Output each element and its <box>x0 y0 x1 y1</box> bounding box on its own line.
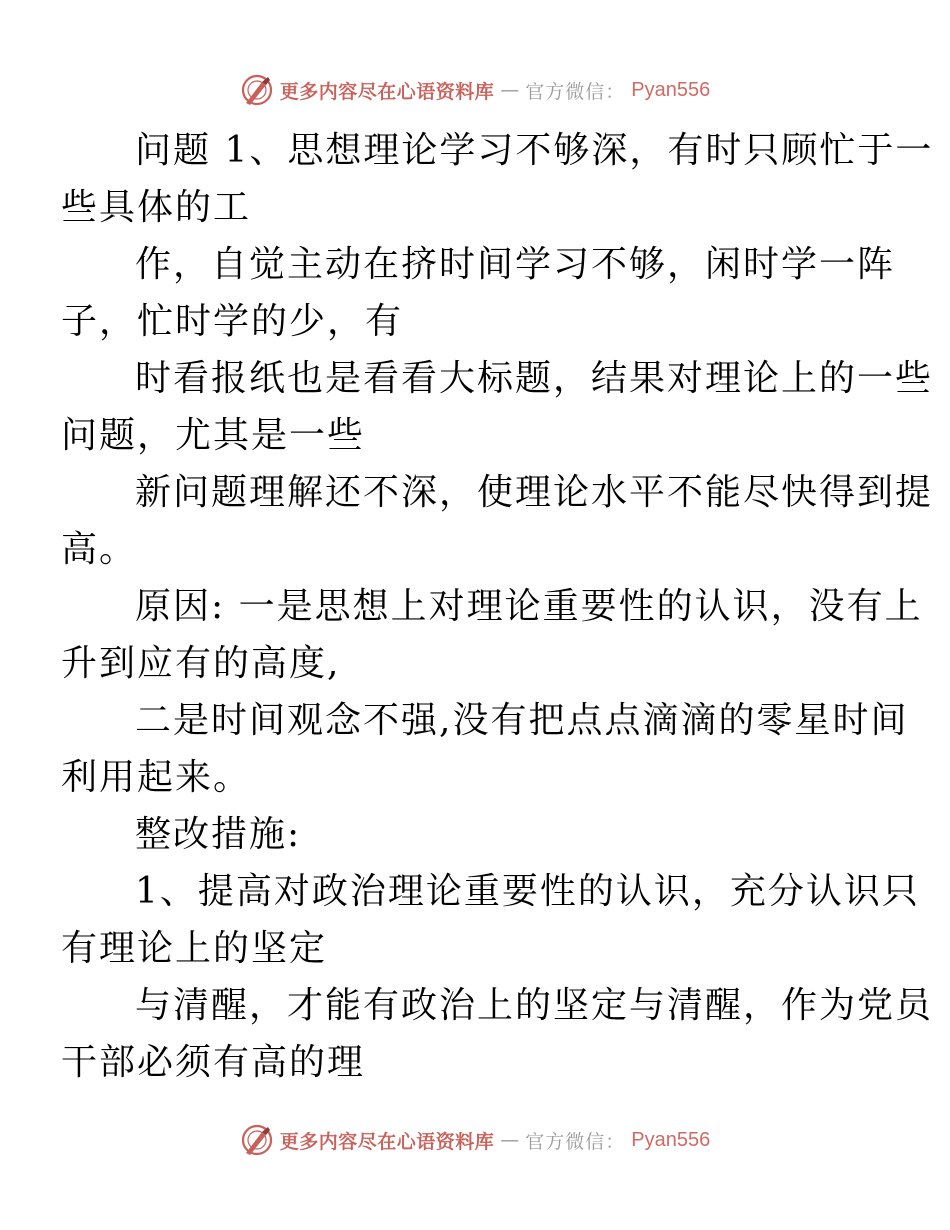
paragraph-line: 二是时间观念不强,没有把点点滴滴的零星时间 <box>135 700 909 741</box>
separator-dash: — <box>500 1129 520 1151</box>
brand-text: 更多内容尽在心语资料库 <box>279 1130 495 1153</box>
paragraph-line: 些具体的工 <box>61 187 252 228</box>
wechat-label: 官方微信： <box>525 1130 626 1153</box>
paragraph <box>61 122 934 236</box>
wechat-label: 官方微信： <box>525 80 626 103</box>
paragraph-line: 时看报纸也是看看大标题，结果对理论上的一些 <box>135 358 934 399</box>
brand-text: 更多内容尽在心语资料库 <box>279 80 495 103</box>
paragraph <box>61 350 934 464</box>
pen-logo-icon <box>240 1123 274 1157</box>
paragraph-line: 干部必须有高的理 <box>61 1042 366 1083</box>
paragraph-line: 升到应有的高度, <box>61 643 341 684</box>
paragraph <box>61 236 896 350</box>
paragraph <box>61 692 909 806</box>
paragraph-line: 问题，尤其是一些 <box>61 415 366 456</box>
paragraph-line: 利用起来。 <box>61 757 252 798</box>
paragraph-line: 作，自觉主动在挤时间学习不够，闲时学一阵 <box>135 244 896 285</box>
pen-logo-icon <box>240 73 274 107</box>
paragraph-line: 子，忙时学的少，有 <box>61 301 404 342</box>
paragraph-line: 有理论上的坚定 <box>61 928 328 969</box>
wechat-id: Pyan556 <box>631 1128 711 1151</box>
paragraph-line: 新问题理解还不深，使理论水平不能尽快得到提 <box>135 472 934 513</box>
paragraph-line: 整改措施: <box>135 814 302 855</box>
document-body <box>61 122 934 1091</box>
header-watermark-banner <box>0 72 950 108</box>
paragraph <box>61 464 934 578</box>
paragraph-line: 高。 <box>61 529 138 570</box>
paragraph-line: 与清醒，才能有政治上的坚定与清醒，作为党员 <box>135 985 934 1026</box>
paragraph-line: 问题 1、思想理论学习不够深，有时只顾忙于一 <box>135 130 934 171</box>
paragraph-line: 原因: 一是思想上对理论重要性的认识，没有上 <box>135 586 923 627</box>
footer-watermark-banner <box>0 1122 950 1158</box>
paragraph <box>61 977 934 1091</box>
paragraph <box>98 806 858 863</box>
paragraph <box>61 578 923 692</box>
paragraph <box>61 863 920 977</box>
separator-dash: — <box>500 79 520 101</box>
wechat-id: Pyan556 <box>631 78 711 101</box>
paragraph-line: 1、提高对政治理论重要性的认识，充分认识只 <box>135 871 920 912</box>
